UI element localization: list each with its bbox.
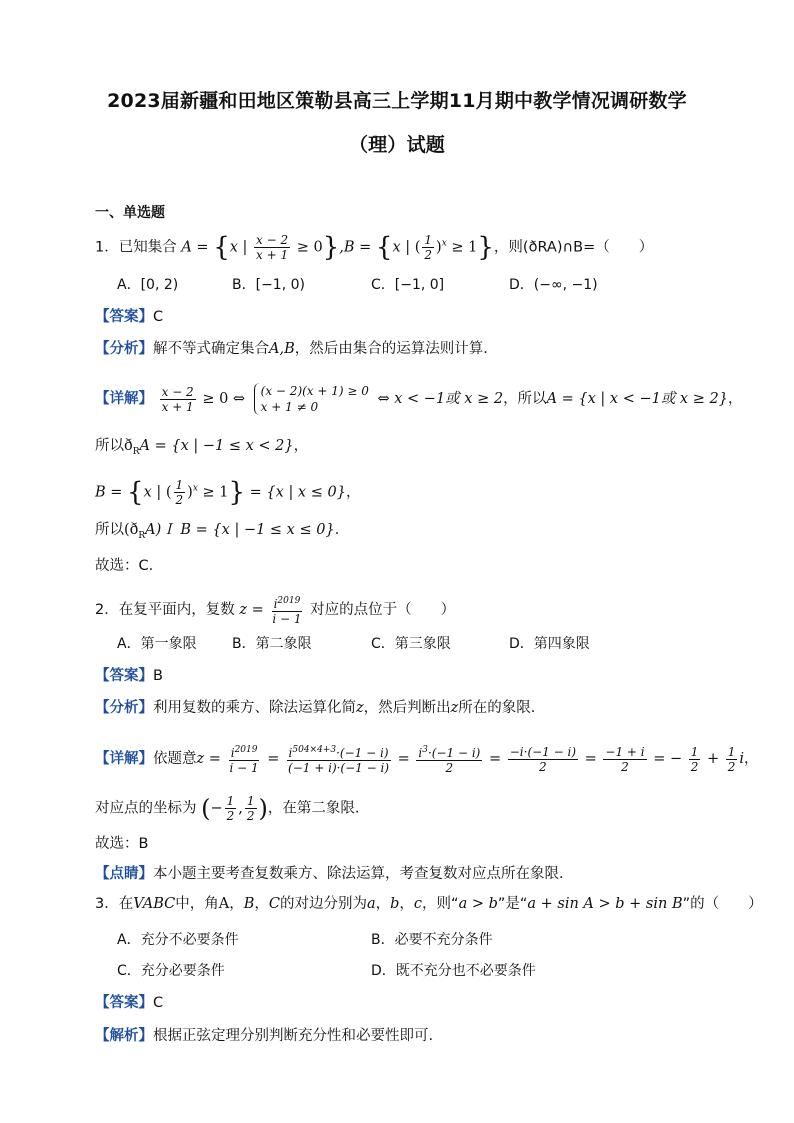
q3-option-b: B．必要不充分条件 [371, 932, 493, 948]
q1-option-a: A．[0, 2) [117, 277, 179, 293]
q1-detail-line4: 所以$(ð_RA)I$ B = {x | −1 ≤ x ≤ 0}． [95, 522, 350, 541]
q2-choose: 故选：B [95, 836, 149, 852]
q1-detail: 【详解】 $\frac{x - 2}{x + 1}$ ≥ 0 ⇔ (x − 2)(x + 1) ≥ 0 x + 1 ≠ 0 ⇔ x < −1或 x ≥ 2，所以A = {x | x < −1或 x ≥ 2}， [95, 384, 743, 414]
q2-analysis: 【分析】利用复数的乘方、除法运算化简z，然后判断出z所在的象限. [95, 700, 536, 716]
q1-option-c: C．[−1, 0] [371, 277, 445, 293]
q3-option-a: A．充分不必要条件 [117, 932, 239, 948]
q3-option-d: D．既不充分也不必要条件 [371, 963, 536, 979]
section-heading: 一、单选题 [95, 205, 165, 221]
q1-analysis: 【分析】解不等式确定集合A,B，然后由集合的运算法则计算． [95, 341, 498, 357]
q2-comment: 【点睛】本小题主要考查复数乘方、除法运算，考查复数对应点所在象限. [95, 866, 564, 882]
q1-choose: 故选：C. [95, 558, 154, 574]
q2-detail: 【详解】依题意z = $\frac{i^{2019}}{i - 1}$ = $\frac{i^{504\times 4+3}\cdot(-1 - i)}{(-1 + i)\cdot(-1 - i)}$ = $\frac{i^3\cdot(-1 - i)}{2}$ = $\frac{-i\cdot(-1 - i)}{2}$ = $\frac{-1 + i}{2}$ = − $\frac{1}{2}$ + $\frac{1}{2}$ i， [95, 744, 759, 775]
q1-option-d: D．(−∞, −1) [509, 277, 598, 293]
q2-fraction: $\frac{i^{2019}}{i - 1}$ [272, 596, 302, 626]
q1-system: (x − 2)(x + 1) ≥ 0 x + 1 ≠ 0 [254, 383, 369, 415]
q2-option-c: C．第三象限 [371, 636, 451, 652]
q3-option-c: C．充分必要条件 [117, 963, 225, 979]
q2-stem: 2．在复平面内，复数 z = $\frac{i^{2019}}{i - 1}$ 对应的点位于（ ） [95, 596, 456, 626]
q2-option-b: B．第二象限 [232, 636, 312, 652]
q1-detail-line2: 所以$ð_RA = \{x$ | −1 ≤ x < 2}， [95, 438, 309, 457]
q3-stem: 3．在VABC中，角A，B，C的对边分别为a，b，c，则“a > b”是“a + sin A > b + sin B”的（ ） [95, 896, 763, 912]
q1-stem: 1．已知集合 A = {x | $\frac{x - 2}{x + 1}$ ≥ 0},B = {x | ( $\frac{1}{2}$ )$^x$ ≥ 1}，则(ðRA)∩B=（ ） [95, 232, 654, 263]
q2-answer: 【答案】B [95, 668, 163, 684]
q1-answer: 【答案】C [95, 309, 164, 325]
q2-option-a: A．第一象限 [117, 636, 197, 652]
q3-answer: 【答案】C [95, 995, 164, 1011]
q2-point: 对应点的坐标为 (− $\frac{1}{2}$ , $\frac{1}{2}$ )，在第二象限. [95, 794, 360, 823]
page-title: 2023届新疆和田地区策勒县高三上学期11月期中教学情况调研数学 [107, 90, 687, 112]
q1-option-b: B．[−1, 0) [232, 277, 305, 293]
page-title-line2: （理）试题 [348, 134, 445, 156]
q3-analysis: 【解析】根据正弦定理分别判断充分性和必要性即可. [95, 1028, 434, 1044]
q1-detail-line3: B = {x | ( $\frac{1}{2}$ )$^x$ ≥ 1} = {x | x ≤ 0}， [95, 477, 361, 508]
q2-option-d: D．第四象限 [509, 636, 590, 652]
q1-fraction: $\frac{x - 2}{x + 1}$ [256, 233, 289, 262]
